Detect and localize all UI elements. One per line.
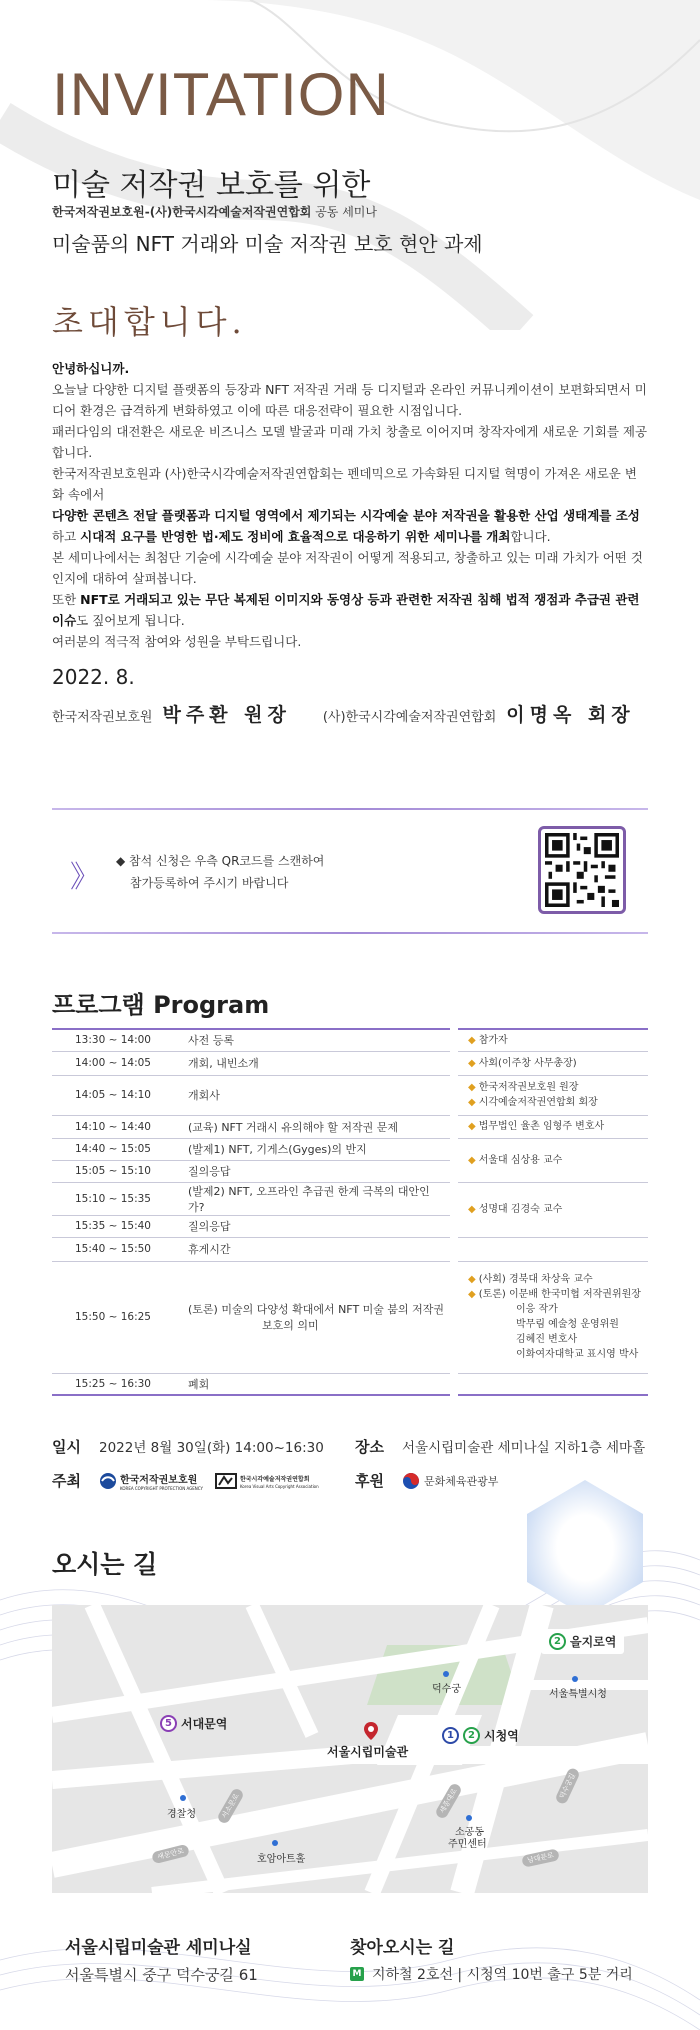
road-label: 세종대로	[434, 1782, 463, 1820]
directions-info	[350, 1933, 633, 1984]
diamond-icon: ◆	[468, 1082, 476, 1093]
person: 성명대 김경숙 교수	[478, 1204, 563, 1215]
session-cell: (교육) NFT 거래시 유의해야 할 저작권 문제	[174, 1115, 454, 1138]
co-host-suffix: 공동 세미나	[311, 205, 377, 219]
event-theme: 미술품의 NFT 거래와 미술 저작권 보호 현안 과제	[52, 232, 483, 256]
person	[468, 1272, 644, 1287]
emphasis-text: 시대적 요구를 반영한 법·제도 정비에 효율적으로 대응하기 위한 세미나를 개최	[80, 529, 511, 544]
session-line: 보호의 의미	[262, 1319, 319, 1332]
qr-instruction-line: ◆ 참석 신청은 우측 QR코드를 스캔하여	[116, 854, 325, 868]
person: 서울대 심상용 교수	[478, 1154, 563, 1166]
session-cell: (발제2) NFT, 오프라인 추급권 한계 극복의 대안인가?	[174, 1182, 454, 1215]
time-cell: 15:05 ~ 15:10	[52, 1160, 174, 1182]
kvaca-logo-subtext: Korea Visual Arts Copyright Association	[239, 1483, 319, 1489]
kvaca-logo-icon	[215, 1472, 237, 1490]
kcopa-logo-icon	[99, 1472, 117, 1490]
session-cell: 사전 등록	[174, 1029, 454, 1051]
sponsor-value: 문화체육관광부	[423, 1474, 499, 1488]
time-cell: 14:00 ~ 14:05	[52, 1051, 174, 1075]
euljiro-station-tag	[541, 1629, 624, 1654]
session-cell: 폐회	[174, 1373, 454, 1395]
subway-directions-text: 지하철 2호선 | 시청역 10번 출구 5분 거리	[372, 1967, 633, 1983]
session-cell: 질의응답	[174, 1215, 454, 1237]
subway-directions	[350, 1964, 633, 1984]
venue-address: 서울특별시 중구 덕수궁길 61	[65, 1966, 258, 1984]
signer-name: 이명옥 회장	[506, 704, 635, 726]
person	[468, 1287, 644, 1302]
program-schedule	[52, 1028, 648, 1396]
person: 법무법인 율촌 임형주 변호사	[478, 1121, 605, 1132]
line2-icon: 2	[549, 1633, 566, 1650]
person	[468, 1095, 644, 1110]
co-host-line	[52, 203, 377, 220]
body-paragraph: 여러분의 적극적 참여와 성원을 부탁드립니다.	[52, 634, 302, 649]
diamond-icon: ◆	[468, 1289, 476, 1300]
person: 참가자	[478, 1034, 508, 1046]
body-paragraph	[52, 505, 648, 547]
directions-title: 오시는 길	[52, 1550, 158, 1579]
date-label: 일시	[52, 1438, 81, 1456]
place-label: 장소	[355, 1438, 384, 1456]
location-dot-icon	[572, 1676, 578, 1682]
divider	[52, 808, 648, 810]
emphasis-text: 다양한 콘텐츠 전달 플랫폼과 디지털 영역에서 제기되는 시각예술 분야 저작권을 활용한 산업 생태계를 조성	[52, 508, 640, 523]
invitation-body	[52, 358, 648, 652]
body-paragraph: 패러다임의 대전환은 새로운 비즈니스 모델 발굴과 미래 가치 창출로 이어지며 창작자에게 새로운 기회를 제공합니다.	[52, 424, 648, 460]
diamond-icon: ◆	[468, 1097, 476, 1108]
deoksugung-label: 덕수궁	[432, 1684, 461, 1695]
time-cell: 14:40 ~ 15:05	[52, 1138, 174, 1160]
seodaemun-label: 서대문역	[181, 1717, 228, 1731]
line5-icon: 5	[160, 1715, 177, 1732]
venue-info	[65, 1933, 258, 1985]
person: 사회(이주창 사무총장)	[478, 1057, 577, 1069]
kvaca-logo-text: 한국시각예술저작권연합회	[239, 1475, 310, 1483]
people-cell	[454, 1029, 648, 1051]
person-name: (사회) 경북대 차상육 교수	[478, 1274, 593, 1285]
organizer-info	[52, 1470, 319, 1491]
diamond-icon: ◆	[468, 1274, 476, 1285]
signer-name: 박주환 원장	[162, 704, 291, 726]
program-title: 프로그램 Program	[52, 991, 270, 1019]
person: 이응 작가	[516, 1304, 558, 1315]
body-paragraph: 오늘날 다양한 디지털 플랫폼의 등장과 NFT 저작권 거래 등 디지털과 온라인 커뮤니케이션이 보편화되면서 미디어 환경은 급격하게 변화하였고 이에 따른 대응전략이 필요한 시점입니다.	[52, 382, 647, 418]
people-cell	[454, 1261, 648, 1373]
time-cell: 14:05 ~ 14:10	[52, 1075, 174, 1115]
diamond-icon: ◆	[468, 1034, 476, 1046]
kcopa-logo	[99, 1471, 203, 1491]
arrow-icon: 》	[70, 860, 100, 895]
people-cell	[454, 1373, 648, 1395]
signer-org: 한국저작권보호원	[52, 710, 153, 725]
person: 박무림 예술청 운영위원	[516, 1319, 619, 1330]
venue-name: 서울시립미술관 세미나실	[65, 1938, 252, 1958]
diamond-icon: ◆	[468, 1154, 476, 1166]
place-value: 서울시립미술관 세미나실 지하1층 세마홀	[401, 1440, 646, 1456]
body-text: 도 짚어보게 됩니다.	[76, 613, 185, 628]
kcopa-logo-text: 한국저작권보호원	[119, 1474, 198, 1486]
event-date-info	[52, 1436, 324, 1457]
people-cell	[454, 1138, 648, 1182]
event-place-info	[355, 1436, 645, 1457]
people-cell	[454, 1115, 648, 1138]
signer-org: (사)한국시각예술저작권연합회	[322, 710, 497, 725]
qr-instruction-line: 참가등록하여 주시기 바랍니다	[130, 876, 289, 890]
hoam-label: 호암아트홀	[257, 1854, 306, 1865]
table-row	[52, 1051, 648, 1075]
city-hall-station-label: 시청역	[484, 1729, 519, 1743]
salutation: 안녕하십니까.	[52, 361, 130, 376]
table-row	[52, 1237, 648, 1261]
diamond-icon: ◆	[468, 1057, 476, 1069]
kcopa-logo-subtext: KOREA COPYRIGHT PROTECTION AGENCY	[119, 1485, 203, 1491]
body-text: 하고	[52, 529, 81, 544]
time-cell: 13:30 ~ 14:00	[52, 1029, 174, 1051]
person-name: (토론) 이문배 한국미협 저작권위원장	[478, 1289, 641, 1300]
sponsor-label: 후원	[355, 1472, 384, 1490]
city-hall-station	[442, 1727, 519, 1744]
diamond-icon: ◆	[468, 1121, 476, 1132]
session-cell	[174, 1261, 454, 1373]
location-dot-icon	[272, 1840, 278, 1846]
police-label: 경찰청	[167, 1809, 196, 1820]
table-row	[52, 1182, 648, 1215]
person-name: 한국저작권보호원 원장	[478, 1082, 579, 1093]
session-line: (토론) 미술의 다양성 확대에서 NFT 미술 붐의 저작권	[188, 1303, 445, 1316]
seodaemun-station	[160, 1715, 227, 1732]
location-dot-icon	[180, 1795, 186, 1801]
table-row	[52, 1373, 648, 1395]
schedule-table	[52, 1028, 648, 1396]
euljiro-station-label: 을지로역	[570, 1635, 617, 1649]
emphasis-text: NFT로 거래되고 있는 무단 복제된 이미지와 동영상 등과 관련한 저작권 침해 법적 쟁점과 추급권 관련 이슈	[52, 592, 640, 628]
time-cell: 15:10 ~ 15:35	[52, 1182, 174, 1215]
table-row	[52, 1138, 648, 1160]
museum-label: 서울시립미술관	[327, 1745, 409, 1759]
session-cell: 개회사	[174, 1075, 454, 1115]
people-cell	[454, 1182, 648, 1237]
people-cell	[454, 1051, 648, 1075]
person	[468, 1080, 644, 1095]
qr-instructions	[116, 850, 324, 894]
sponsor-info	[355, 1470, 498, 1491]
metro-icon: M	[350, 1967, 364, 1981]
body-paragraph: 본 세미나에서는 최첨단 기술에 시각예술 분야 저작권이 어떻게 적용되고, 창출하고 있는 미래 가치가 어떤 것인지에 대하여 살펴봅니다.	[52, 550, 643, 586]
person: 이화여자대학교 표시영 박사	[516, 1349, 639, 1360]
divider	[52, 932, 648, 934]
taegeuk-icon	[402, 1472, 420, 1490]
people-cell	[454, 1237, 648, 1261]
date-value: 2022년 8월 30일(화) 14:00~16:30	[98, 1440, 324, 1456]
location-dot-icon	[443, 1671, 449, 1677]
road-label: 서소문로	[216, 1787, 245, 1825]
session-cell: 개회, 내빈소개	[174, 1051, 454, 1075]
location-map[interactable]	[52, 1605, 648, 1893]
table-row	[52, 1075, 648, 1115]
time-cell: 15:35 ~ 15:40	[52, 1215, 174, 1237]
location-dot-icon	[466, 1815, 472, 1821]
person-name: 시각예술저작권연합회 회장	[478, 1097, 598, 1108]
kvaca-logo	[215, 1472, 319, 1490]
time-cell: 14:10 ~ 14:40	[52, 1115, 174, 1138]
city-hall-label: 서울특별시청	[549, 1689, 607, 1700]
road-label: 덕수궁길	[554, 1767, 581, 1806]
body-text: 합니다.	[510, 529, 551, 544]
session-cell: 질의응답	[174, 1160, 454, 1182]
table-row	[52, 1115, 648, 1138]
sogong-label-2: 주민센터	[448, 1839, 487, 1850]
diamond-icon: ◆	[468, 1204, 476, 1215]
greeting-heading: 초대합니다.	[52, 303, 247, 341]
line1-icon: 1	[442, 1727, 459, 1744]
body-paragraph	[52, 589, 648, 631]
body-paragraph: 한국저작권보호원과 (사)한국시각예술저작권연합회는 펜데믹으로 가속화된 디지털 혁명이 가져온 새로운 변화 속에서	[52, 466, 637, 502]
time-cell: 15:40 ~ 15:50	[52, 1237, 174, 1261]
organizer-label: 주최	[52, 1472, 81, 1490]
co-host-orgs: 한국저작권보호원-(사)한국시각예술저작권연합회	[52, 205, 312, 219]
session-cell: (발제1) NFT, 기게스(Gyges)의 반지	[174, 1138, 454, 1160]
invitation-date: 2022. 8.	[52, 665, 135, 689]
person: 김혜진 변호사	[516, 1334, 578, 1345]
decorative-hexagon	[525, 1478, 645, 1618]
line2-icon: 2	[463, 1727, 480, 1744]
body-text: 또한	[52, 592, 81, 607]
road-label: 남대문로	[521, 1848, 560, 1867]
people-cell	[454, 1075, 648, 1115]
table-row	[52, 1261, 648, 1373]
hero-title: INVITATION	[52, 61, 390, 128]
signatures	[52, 700, 667, 727]
road-label: 새문안로	[151, 1844, 190, 1865]
table-row	[52, 1029, 648, 1051]
event-subtitle: 미술 저작권 보호를 위한	[52, 168, 371, 203]
qr-code-icon	[545, 833, 619, 907]
time-cell: 15:25 ~ 16:30	[52, 1373, 174, 1395]
time-cell: 15:50 ~ 16:25	[52, 1261, 174, 1373]
directions-heading: 찾아오시는 길	[350, 1938, 455, 1958]
session-cell: 휴게시간	[174, 1237, 454, 1261]
sogong-label: 소공동	[455, 1827, 484, 1838]
qr-code[interactable]	[538, 826, 626, 914]
